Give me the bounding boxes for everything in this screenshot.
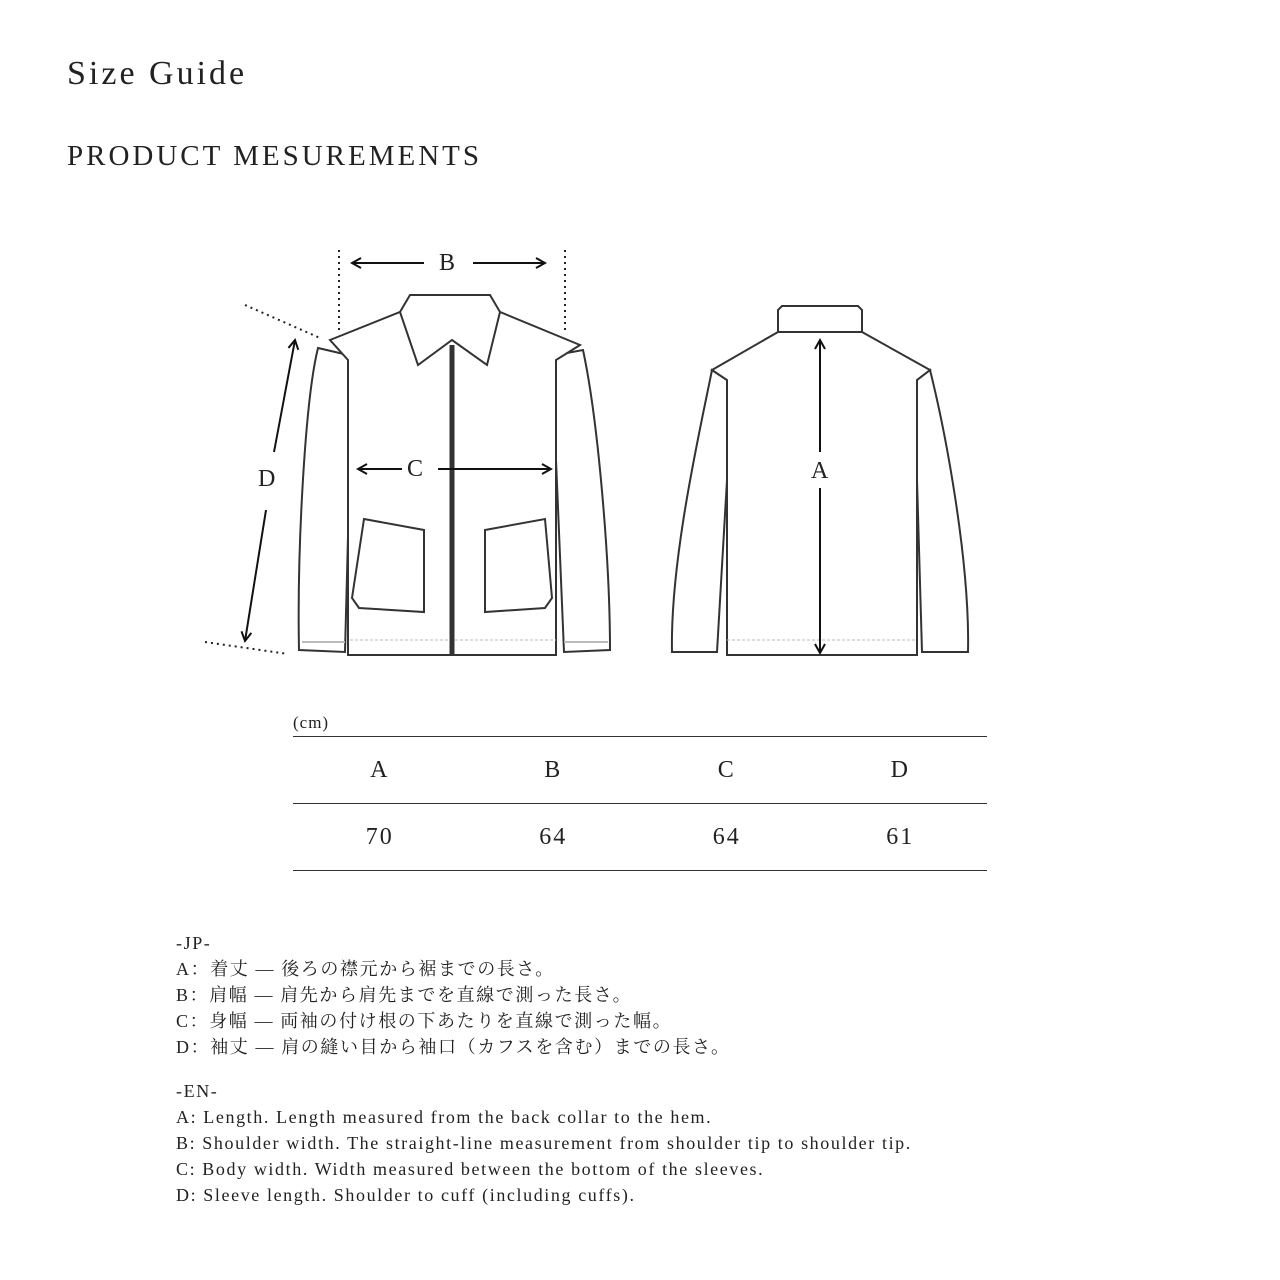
notes-heading: -JP- [176,933,212,953]
header-cell: B [467,737,641,804]
note-line: A: Length. Length measured from the back collar to the hem. [176,1107,713,1127]
table-row [293,804,987,871]
notes-heading: -EN- [176,1081,219,1101]
value-cell: 61 [814,804,988,871]
dimension-label-a: A [811,458,829,484]
unit-label: (cm) [293,713,330,732]
note-line: B：肩幅 — 肩先から肩先までを直線で測った長さ。 [176,985,633,1005]
value-cell: 64 [640,804,814,871]
notes-jp [176,930,731,1060]
note-line: C: Body width. Width measured between the bottom of the sleeves. [176,1159,765,1179]
value-cell: 64 [467,804,641,871]
note-line: B: Shoulder width. The straight-line measurement from shoulder tip to shoulder tip. [176,1133,912,1153]
value-cell: 70 [293,804,467,871]
note-line: D：袖丈 — 肩の縫い目から袖口（カフスを含む）までの長さ。 [176,1037,731,1057]
note-line: D: Sleeve length. Shoulder to cuff (including cuffs). [176,1185,636,1205]
dimension-label-b: B [439,250,456,276]
note-line: A：着丈 — 後ろの襟元から裾までの長さ。 [176,959,555,979]
page-title: Size Guide [67,55,248,92]
dimension-label-c: C [407,456,424,482]
header-cell: D [814,737,988,804]
dimension-label-d: D [258,466,276,492]
notes-en [176,1078,912,1208]
table-header-row [293,737,987,804]
note-line: C：身幅 — 両袖の付け根の下あたりを直線で測った幅。 [176,1011,673,1031]
header-cell: C [640,737,814,804]
measurement-table [293,736,987,871]
header-cell: A [293,737,467,804]
section-title: PRODUCT MESUREMENTS [67,140,482,172]
